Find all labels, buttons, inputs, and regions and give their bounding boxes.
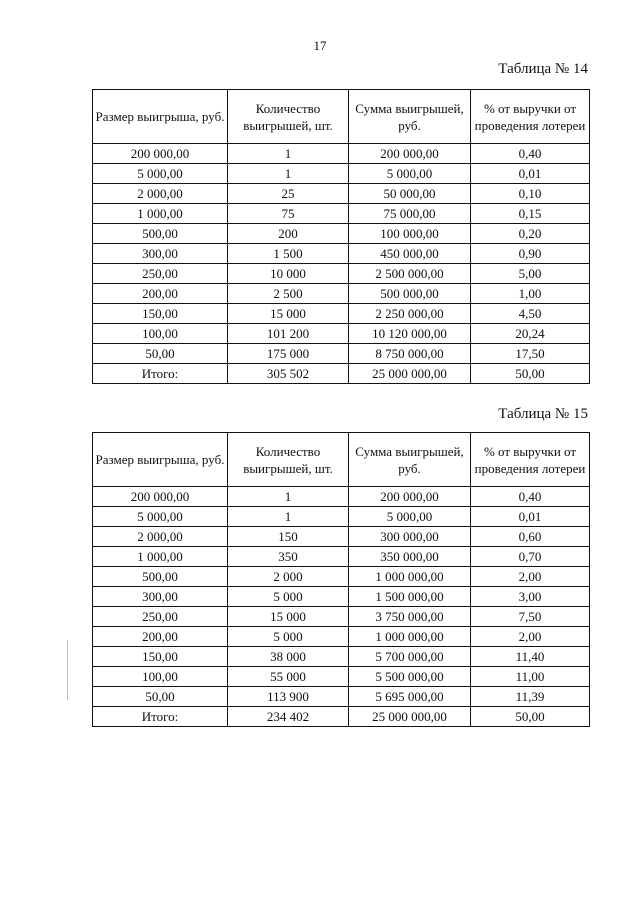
table-cell: 0,10	[471, 184, 590, 204]
table-cell: 50,00	[93, 344, 228, 364]
table-row	[93, 647, 590, 667]
table-cell: 75 000,00	[349, 204, 471, 224]
table-cell: 0,15	[471, 204, 590, 224]
table-row	[93, 344, 590, 364]
table-cell: 300 000,00	[349, 527, 471, 547]
table-cell: 1	[228, 164, 349, 184]
table-cell: 300,00	[93, 587, 228, 607]
table-cell: 10 120 000,00	[349, 324, 471, 344]
column-header: Количество выигрышей, шт.	[228, 433, 349, 487]
prize-table-15	[92, 432, 590, 727]
table-cell: 200 000,00	[93, 144, 228, 164]
table-cell: 1 500 000,00	[349, 587, 471, 607]
table-cell: 150	[228, 527, 349, 547]
table-cell: 38 000	[228, 647, 349, 667]
table-row	[93, 244, 590, 264]
table-cell: 150,00	[93, 304, 228, 324]
table-cell: 1 000 000,00	[349, 567, 471, 587]
table-cell: 11,39	[471, 687, 590, 707]
column-header: % от выручки от проведения лотереи	[471, 433, 590, 487]
table-body	[93, 144, 590, 384]
table-cell: 150,00	[93, 647, 228, 667]
table-cell: 100 000,00	[349, 224, 471, 244]
table-cell: 200 000,00	[349, 144, 471, 164]
table-cell: 200,00	[93, 627, 228, 647]
table-row	[93, 144, 590, 164]
column-header: Размер выигрыша, руб.	[93, 433, 228, 487]
table-row	[93, 304, 590, 324]
table-cell: 1 500	[228, 244, 349, 264]
table-15-caption: Таблица № 15	[498, 406, 588, 422]
table-cell: 2 000,00	[93, 184, 228, 204]
table-cell: 2 250 000,00	[349, 304, 471, 324]
table-cell: 11,40	[471, 647, 590, 667]
table-cell: 0,60	[471, 527, 590, 547]
table-cell: 15 000	[228, 304, 349, 324]
table-cell: 0,70	[471, 547, 590, 567]
table-cell: 1	[228, 487, 349, 507]
table-cell: 175 000	[228, 344, 349, 364]
table-cell: 25 000 000,00	[349, 364, 471, 384]
table-cell: 20,24	[471, 324, 590, 344]
table-cell: 25 000 000,00	[349, 707, 471, 727]
table-cell: 15 000	[228, 607, 349, 627]
table-cell: 300,00	[93, 244, 228, 264]
table-cell: 350 000,00	[349, 547, 471, 567]
prize-table-14	[92, 89, 590, 384]
table-cell: 5 000,00	[93, 507, 228, 527]
table-cell: 0,40	[471, 144, 590, 164]
table-row	[93, 547, 590, 567]
table-cell: 450 000,00	[349, 244, 471, 264]
table-cell: 113 900	[228, 687, 349, 707]
table-body	[93, 487, 590, 727]
table-header	[93, 433, 590, 487]
table-cell: 250,00	[93, 264, 228, 284]
table-cell: 0,40	[471, 487, 590, 507]
column-header: Сумма выигрышей, руб.	[349, 433, 471, 487]
header-row	[93, 90, 590, 144]
table-cell: 100,00	[93, 324, 228, 344]
table-cell: Итого:	[93, 707, 228, 727]
table-row	[93, 164, 590, 184]
table-cell: 10 000	[228, 264, 349, 284]
table-cell: 500 000,00	[349, 284, 471, 304]
scan-margin-mark	[67, 640, 68, 700]
table-cell: 2 000,00	[93, 527, 228, 547]
table-cell: 1 000 000,00	[349, 627, 471, 647]
table-cell: 200 000,00	[93, 487, 228, 507]
table-cell: 50,00	[471, 364, 590, 384]
total-row	[93, 364, 590, 384]
table-cell: 50,00	[93, 687, 228, 707]
table-row	[93, 527, 590, 547]
table-cell: 4,50	[471, 304, 590, 324]
header-row	[93, 433, 590, 487]
table-cell: 200	[228, 224, 349, 244]
table-row	[93, 487, 590, 507]
table-cell: 101 200	[228, 324, 349, 344]
table-cell: 75	[228, 204, 349, 224]
table-cell: 3 750 000,00	[349, 607, 471, 627]
table-cell: 2 500 000,00	[349, 264, 471, 284]
table-cell: 1	[228, 144, 349, 164]
table-cell: 50 000,00	[349, 184, 471, 204]
table-row	[93, 627, 590, 647]
table-row	[93, 687, 590, 707]
table-cell: 350	[228, 547, 349, 567]
column-header: Размер выигрыша, руб.	[93, 90, 228, 144]
table-cell: 1 000,00	[93, 547, 228, 567]
table-cell: 8 750 000,00	[349, 344, 471, 364]
table-cell: 1 000,00	[93, 204, 228, 224]
column-header: Сумма выигрышей, руб.	[349, 90, 471, 144]
page-number: 17	[313, 38, 327, 53]
table-row	[93, 324, 590, 344]
table-cell: 50,00	[471, 707, 590, 727]
table-row	[93, 507, 590, 527]
table-row	[93, 284, 590, 304]
table-row	[93, 264, 590, 284]
table-cell: 200,00	[93, 284, 228, 304]
table-cell: 0,01	[471, 164, 590, 184]
table-row	[93, 667, 590, 687]
table-cell: 1	[228, 507, 349, 527]
table-cell: 1,00	[471, 284, 590, 304]
table-cell: 500,00	[93, 567, 228, 587]
table-row	[93, 204, 590, 224]
table-cell: 0,90	[471, 244, 590, 264]
table-cell: 17,50	[471, 344, 590, 364]
table-cell: 5 695 000,00	[349, 687, 471, 707]
table-cell: 2 000	[228, 567, 349, 587]
total-row	[93, 707, 590, 727]
table-cell: 500,00	[93, 224, 228, 244]
table-cell: 200 000,00	[349, 487, 471, 507]
table-row	[93, 587, 590, 607]
table-cell: 2,00	[471, 627, 590, 647]
table-cell: 5 000,00	[349, 164, 471, 184]
table-cell: 7,50	[471, 607, 590, 627]
table-cell: 2,00	[471, 567, 590, 587]
table-cell: 5,00	[471, 264, 590, 284]
table-cell: 5 000	[228, 627, 349, 647]
table-cell: 2 500	[228, 284, 349, 304]
table-header	[93, 90, 590, 144]
table-cell: 5 000	[228, 587, 349, 607]
table-row	[93, 224, 590, 244]
column-header: % от выручки от проведения лотереи	[471, 90, 590, 144]
table-cell: 100,00	[93, 667, 228, 687]
table-row	[93, 567, 590, 587]
table-14-caption: Таблица № 14	[498, 61, 588, 77]
table-cell: 0,20	[471, 224, 590, 244]
table-cell: Итого:	[93, 364, 228, 384]
table-cell: 305 502	[228, 364, 349, 384]
table-cell: 11,00	[471, 667, 590, 687]
table-cell: 250,00	[93, 607, 228, 627]
table-cell: 5 000,00	[93, 164, 228, 184]
table-cell: 25	[228, 184, 349, 204]
table-row	[93, 184, 590, 204]
table-cell: 5 500 000,00	[349, 667, 471, 687]
table-cell: 0,01	[471, 507, 590, 527]
column-header: Количество выигрышей, шт.	[228, 90, 349, 144]
table-cell: 3,00	[471, 587, 590, 607]
table-cell: 234 402	[228, 707, 349, 727]
table-row	[93, 607, 590, 627]
table-cell: 55 000	[228, 667, 349, 687]
table-cell: 5 000,00	[349, 507, 471, 527]
table-cell: 5 700 000,00	[349, 647, 471, 667]
